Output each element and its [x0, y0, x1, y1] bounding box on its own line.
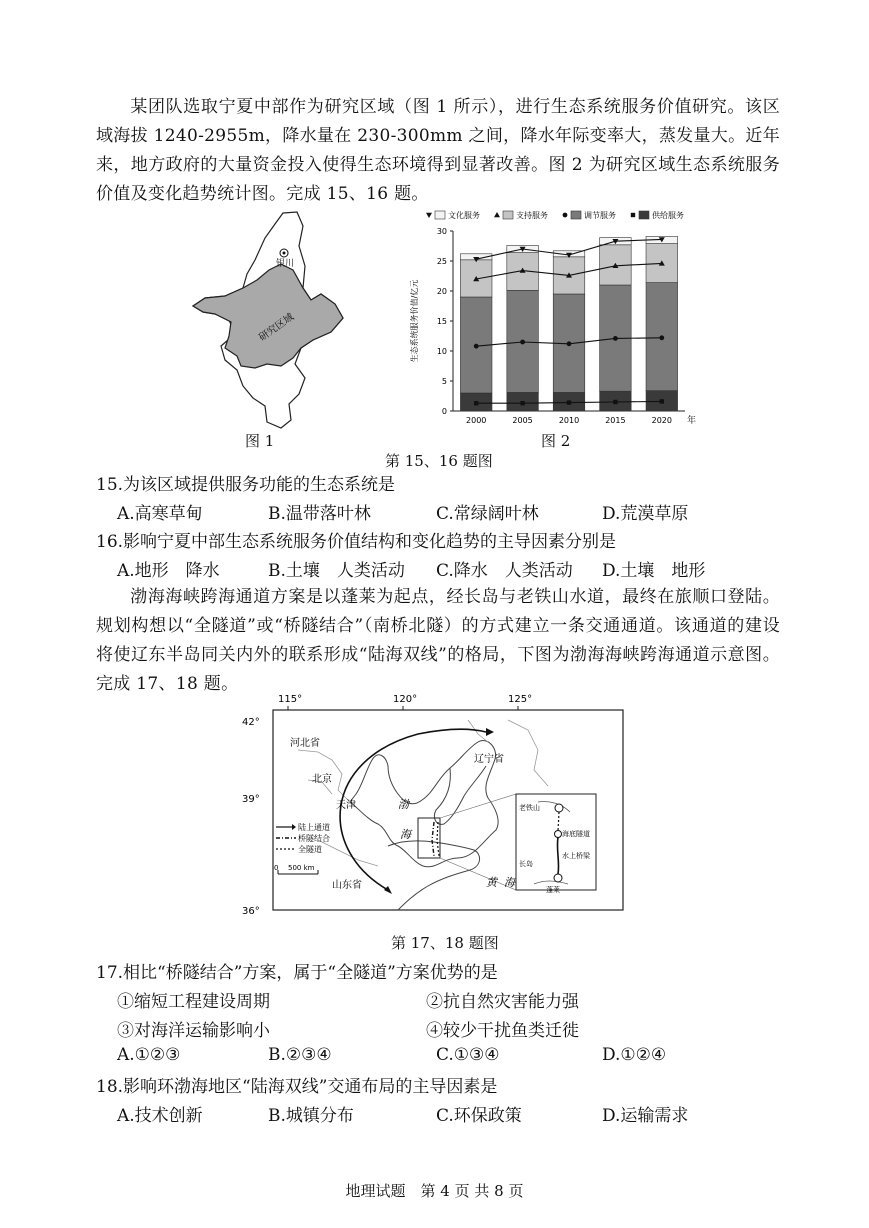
q16-stem: 16.影响宁夏中部生态系统服务价值结构和变化趋势的主导因素分别是	[96, 532, 617, 552]
figure-group-caption: 第 15、16 题图	[385, 452, 493, 470]
scale-label: 500 km	[288, 864, 315, 872]
label-beijing: 北京	[312, 774, 332, 785]
q17-item-4: ④较少干扰鱼类迁徙	[426, 1021, 579, 1041]
q18-option-b[interactable]: B.城镇分布	[268, 1106, 354, 1126]
marker-调节服务-2005	[520, 340, 525, 345]
x-tick-label-2005: 2005	[512, 416, 533, 425]
marker-供给服务-2005	[520, 401, 524, 405]
legend-bridge: 桥隧结合	[298, 834, 330, 843]
label-hai: 海	[400, 828, 411, 841]
q15-option-b[interactable]: B.温带落叶林	[268, 504, 371, 524]
marker-供给服务-2015	[613, 400, 617, 404]
yinchuan-label: 银川	[276, 259, 295, 269]
figure-2-caption: 图 2	[541, 432, 571, 450]
q15-option-a[interactable]: A.高寒草甸	[117, 504, 203, 524]
q16-option-c[interactable]: C.降水 人类活动	[436, 561, 573, 581]
q16-option-b[interactable]: B.土壤 人类活动	[268, 561, 405, 581]
study-region	[193, 264, 343, 368]
q18-option-d[interactable]: D.运输需求	[602, 1106, 689, 1126]
marker-供给服务-2010	[567, 400, 571, 404]
figure-1-caption: 图 1	[245, 432, 275, 450]
marker-调节服务-2000	[474, 344, 479, 349]
label-huang: 黄	[486, 876, 497, 889]
legend-label-文化服务: 文化服务	[448, 211, 480, 220]
legend-label-调节服务: 调节服务	[584, 211, 616, 220]
study-region-label: 研究区域	[257, 311, 297, 344]
q18-stem: 18.影响环渤海地区“陆海双线”交通布局的主导因素是	[96, 1077, 498, 1097]
page-footer: 地理试题 第 4 页 共 8 页	[345, 1182, 524, 1200]
label-hai-2: 海	[504, 876, 515, 889]
x-tick-label-2015: 2015	[605, 416, 626, 425]
lon-label-115: 115°	[278, 694, 303, 705]
marker-调节服务-2020	[659, 335, 664, 340]
legend-swatch-调节服务	[571, 211, 581, 219]
lat-label-39: 39°	[242, 794, 260, 805]
lat-label-42: 42°	[242, 717, 260, 728]
map-caption: 第 17、18 题图	[391, 934, 499, 952]
inset-penglai-node	[554, 874, 562, 882]
figure-1-map	[185, 208, 350, 433]
q17-item-1: ①缩短工程建设周期	[117, 992, 270, 1012]
label-tianjin: 天津	[336, 800, 356, 811]
marker-供给服务-2020	[660, 399, 664, 403]
inset-tunnel: 海底隧道	[562, 830, 590, 838]
q18-option-a[interactable]: A.技术创新	[117, 1106, 203, 1126]
legend-marker-支持服务	[494, 212, 500, 217]
inset-laotieshan: 老铁山	[519, 804, 540, 812]
legend-marker-文化服务	[426, 213, 432, 218]
y-tick-label-5: 5	[441, 377, 447, 386]
inset-bridge: 水上桥梁	[562, 852, 590, 860]
inset-changdao: 长岛	[519, 860, 533, 868]
intro-text-2: 渤海海峡跨海通道方案是以蓬莱为起点，经长岛与老铁山水道，最终在旅顺口登陆。规划构想以“全隧道”或“桥隧结合”（南桥北隧）的方式建立一条交通通道。该通道的建设将使辽东半岛同关内外的联系形成“陆海双线”的格局，下图为渤海海峡跨海通道示意图。完成 17、18 题。	[96, 587, 780, 694]
intro-paragraph-2	[96, 583, 780, 699]
q15-option-c[interactable]: C.常绿阔叶林	[436, 504, 539, 524]
legend-swatch-文化服务	[435, 211, 445, 219]
scale-zero: 0	[274, 864, 279, 872]
intro-text-1: 某团队选取宁夏中部作为研究区域（图 1 所示），进行生态系统服务价值研究。该区域海拔 1240-2955m，降水量在 230-300mm 之间，降水年际变率大，蒸发量大。近年来，地方政府的大量资金投入使得生态环境得到显著改善。图 2 为研究区域生态系统服务价值及变化趋势统计图。完成 15、16 题。	[96, 97, 780, 204]
y-tick-label-10: 10	[436, 347, 447, 356]
label-hebei: 河北省	[290, 738, 320, 749]
legend-swatch-供给服务	[639, 211, 649, 219]
q17-stem: 17.相比“桥隧结合”方案，属于“全隧道”方案优势的是	[96, 963, 498, 983]
x-tick-label-2000: 2000	[466, 416, 487, 425]
y-tick-label-20: 20	[436, 287, 447, 296]
q15-stem: 15.为该区域提供服务功能的生态系统是	[96, 475, 396, 495]
y-tick-label-0: 0	[441, 407, 447, 416]
q17-option-b[interactable]: B.②③④	[268, 1045, 332, 1065]
q17-option-c[interactable]: C.①③④	[436, 1045, 500, 1065]
y-tick-label-30: 30	[436, 227, 447, 236]
bohai-strait-map	[238, 690, 633, 925]
y-tick-label-25: 25	[436, 257, 447, 266]
lon-label-125: 125°	[508, 694, 533, 705]
marker-调节服务-2015	[613, 336, 618, 341]
inset-laotieshan-node	[555, 804, 563, 812]
marker-调节服务-2010	[567, 341, 572, 346]
q17-item-3: ③对海洋运输影响小	[117, 1021, 270, 1041]
legend-marker-调节服务	[563, 213, 568, 218]
legend-swatch-支持服务	[503, 211, 513, 219]
inset-tunnel-node	[555, 831, 562, 838]
q16-option-a[interactable]: A.地形 降水	[117, 561, 220, 581]
q16-option-d[interactable]: D.土壤 地形	[602, 561, 706, 581]
marker-供给服务-2000	[474, 401, 478, 405]
q17-option-d[interactable]: D.①②④	[602, 1045, 667, 1065]
legend-tunnel: 全隧道	[298, 845, 322, 854]
legend-land: 陆上通道	[298, 823, 330, 832]
label-shandong: 山东省	[332, 880, 362, 891]
legend-label-供给服务: 供给服务	[652, 211, 684, 220]
q15-option-d[interactable]: D.荒漠草原	[602, 504, 689, 524]
label-liaoning: 辽宁省	[474, 754, 504, 765]
label-bo: 渤	[398, 798, 409, 811]
q18-option-c[interactable]: C.环保政策	[436, 1106, 522, 1126]
x-axis-unit: 年	[687, 416, 697, 426]
yinchuan-dot	[283, 252, 286, 255]
q17-item-2: ②抗自然灾害能力强	[426, 992, 579, 1012]
q17-option-a[interactable]: A.①②③	[117, 1045, 181, 1065]
y-axis-label: 生态系统服务价值/亿元	[410, 279, 419, 363]
lon-label-120: 120°	[393, 694, 418, 705]
legend-marker-供给服务	[631, 213, 635, 217]
figure-2-chart	[395, 205, 695, 435]
y-tick-label-15: 15	[436, 317, 447, 326]
x-tick-label-2010: 2010	[558, 416, 580, 425]
lat-label-36: 36°	[242, 906, 260, 917]
inset-penglai: 蓬莱	[546, 886, 560, 894]
legend-label-支持服务: 支持服务	[516, 211, 548, 220]
intro-paragraph-1	[96, 93, 780, 209]
x-tick-label-2020: 2020	[651, 416, 672, 425]
